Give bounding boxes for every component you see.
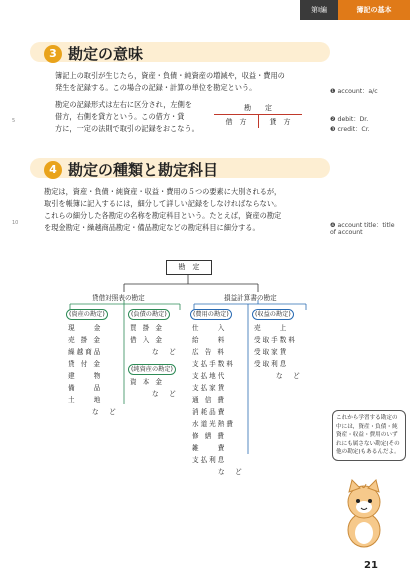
- expense-item: 水道光熱費: [192, 420, 235, 428]
- expense-item: 仕 入: [192, 324, 227, 332]
- asset-item: 備 品: [68, 384, 103, 392]
- equity-tag: (純資産の勘定): [128, 364, 176, 375]
- revenue-item: 受取家賃: [254, 348, 289, 356]
- t-account-title: 勘 定: [244, 104, 272, 112]
- revenue-tag: (収益の勘定): [252, 309, 294, 320]
- section-3-title: 勘定の意味: [68, 45, 144, 63]
- expense-item: 修 繕 費: [192, 432, 226, 440]
- section-4-para: 勘定は，資産・負債・純資産・収益・費用の５つの要素に大別されるが， 取引を帳簿に記入するには，細分して詳しい記録をしなければならない。 これらの細分した各勘定の名称を勘定科目という。たとえば，資産の勘定 を現金勘定・繰越商品勘定・備品勘定などの勘定科目に細分する。: [44, 187, 282, 232]
- expense-item: な ど: [218, 468, 244, 476]
- expense-item: 広 告 料: [192, 348, 226, 356]
- assets-tag: (資産の勘定): [66, 309, 108, 320]
- asset-item: 現 金: [68, 324, 103, 332]
- revenue-item: 受取手数料: [254, 336, 297, 344]
- expense-item: 支払手数料: [192, 360, 235, 368]
- asset-item: 貸 付 金: [68, 360, 102, 368]
- section-3-para-1: 簿記上の取引が生じたら，資産・負債・純資産の増減や，収益・費用の 発生を記録する。この場合の記録・計算の単位を勘定という。: [55, 71, 285, 92]
- line-number-5: 5: [12, 118, 16, 124]
- asset-item: 建 物: [68, 372, 103, 380]
- equity-item: な ど: [152, 390, 178, 398]
- expense-item: 消耗品費: [192, 408, 227, 416]
- asset-item: な ど: [92, 408, 118, 416]
- section-4-number: 4: [44, 161, 62, 179]
- expense-item: 通 信 費: [192, 396, 226, 404]
- liability-item: な ど: [152, 348, 178, 356]
- expense-item: 給 料: [192, 336, 227, 344]
- note-account-title: ❹ account title：title of account: [330, 222, 395, 236]
- section-3-number: 3: [44, 45, 62, 63]
- revenue-item: な ど: [276, 372, 302, 380]
- liabilities-tag: (負債の勘定): [128, 309, 170, 320]
- expense-item: 支払利息: [192, 456, 227, 464]
- page-number: 21: [364, 560, 378, 571]
- note-debit: ❷ debit：Dr.: [330, 116, 369, 123]
- revenue-item: 受取利息: [254, 360, 289, 368]
- t-account-debit: 借 方: [225, 118, 247, 126]
- asset-item: 土 地: [68, 396, 103, 404]
- section-3-heading: [44, 43, 143, 64]
- expense-item: 支払家賃: [192, 384, 227, 392]
- liability-item: 借 入 金: [130, 336, 164, 344]
- bs-label: 貸借対照表の勘定: [92, 294, 145, 302]
- t-account-diagram: [214, 103, 302, 129]
- note-account: ❶ account：a/c: [330, 88, 378, 95]
- revenue-item: 売 上: [254, 324, 289, 332]
- chapter-label: 簿記の基本: [338, 0, 410, 20]
- equity-item: 資 本 金: [130, 378, 164, 386]
- edition-label: 第Ⅰ編: [310, 6, 328, 14]
- expenses-tag: (費用の勘定): [190, 309, 232, 320]
- cat-mascot-icon: [336, 478, 392, 550]
- liability-item: 買 掛 金: [130, 324, 164, 332]
- pl-label: 損益計算書の勘定: [224, 294, 277, 302]
- section-4-title: 勘定の種類と勘定科目: [68, 161, 219, 179]
- section-3-para-2: 勘定の記録形式は左右に区分され，左側を 借方，右側を貸方という。この借方・貸 方に，一定の法則で取引の記録をおこなう。: [55, 100, 199, 133]
- speech-bubble: これから学習する勘定の中には，資産・負債・純資産・収益・費用のいずれにも属さない勘定(その他の勘定)もあるんだよ。: [332, 410, 406, 461]
- section-4-heading: [44, 159, 218, 180]
- chapter-tab: [300, 0, 410, 20]
- t-account-credit: 貸 方: [269, 118, 291, 126]
- note-credit: ❸ credit：Cr.: [330, 126, 370, 133]
- asset-item: 売 掛 金: [68, 336, 102, 344]
- expense-item: 雑 費: [192, 444, 227, 452]
- asset-item: 繰越商品: [68, 348, 103, 356]
- account-chart: [62, 254, 314, 478]
- line-number-10: 10: [12, 220, 19, 226]
- expense-item: 支払地代: [192, 372, 227, 380]
- chart-root: 勘 定: [166, 260, 212, 275]
